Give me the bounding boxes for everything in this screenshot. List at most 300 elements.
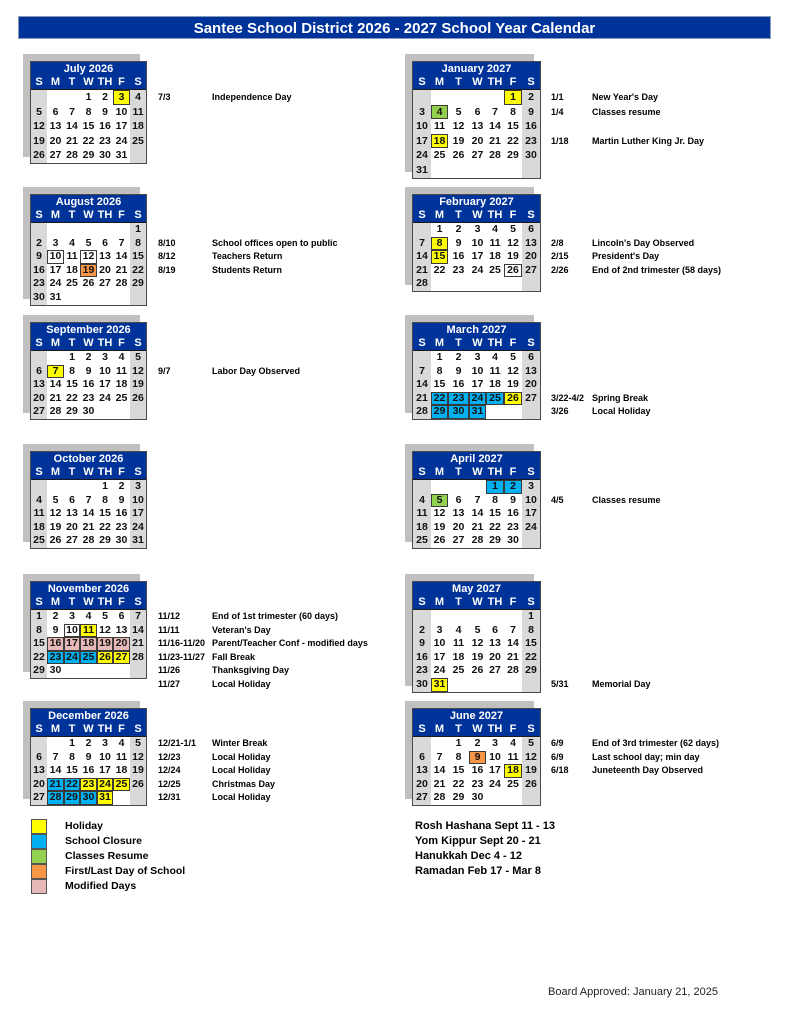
- empty-day-cell: [413, 223, 431, 237]
- day-cell: 23: [82, 391, 95, 404]
- empty-day-cell: [47, 223, 64, 237]
- day-cell: 20: [31, 392, 47, 406]
- day-of-week-header: M: [434, 76, 445, 88]
- event-label: New Year's Day: [592, 92, 659, 102]
- empty-day-cell: [469, 678, 486, 692]
- day-cell: 1: [69, 351, 75, 363]
- weeks-grid: [413, 351, 540, 419]
- event-date: 2/15: [551, 251, 569, 262]
- day-of-week-header: S: [527, 337, 535, 349]
- day-of-week-header: W: [83, 466, 94, 478]
- day-cell: 29: [66, 405, 78, 418]
- day-cell: 13: [49, 120, 62, 133]
- empty-day-cell: [504, 791, 522, 805]
- event-date: 8/19: [158, 264, 176, 275]
- month-grid: [30, 581, 147, 679]
- day-cell: 27: [413, 791, 431, 805]
- day-cell: 31: [413, 163, 431, 178]
- day-cell: 21: [413, 392, 431, 406]
- day-cell: 15: [452, 764, 465, 777]
- day-cell: 17: [115, 120, 128, 133]
- day-of-week-header: S: [35, 723, 43, 735]
- day-of-week-header: S: [35, 337, 43, 349]
- day-cell: 4: [455, 623, 462, 636]
- day-cell: 6: [31, 365, 47, 379]
- day-cell: 1: [69, 737, 75, 749]
- day-cell: 2: [118, 480, 125, 492]
- empty-day-cell: [64, 291, 80, 305]
- day-cell-boxed: 12: [80, 250, 97, 264]
- day-cell: 12: [452, 120, 465, 133]
- day-cell: 11: [115, 364, 128, 377]
- day-of-week-header: W: [83, 596, 94, 608]
- calendar-month: [30, 708, 276, 806]
- event-date: 6/18: [551, 765, 569, 776]
- day-cell: 10: [99, 750, 111, 763]
- empty-day-cell: [80, 223, 97, 237]
- day-of-week-header: S: [134, 723, 142, 735]
- day-cell: 9: [413, 637, 431, 651]
- day-cell: 15: [522, 637, 540, 651]
- day-of-week-header: S: [527, 466, 535, 478]
- day-cell: 4: [118, 351, 125, 363]
- day-cell: 27: [522, 264, 540, 278]
- month-title: April 2027: [413, 452, 540, 466]
- day-of-week-header: S: [35, 209, 43, 221]
- empty-day-cell: [80, 664, 97, 678]
- day-cell: 17: [99, 378, 111, 391]
- empty-day-cell: [448, 480, 469, 494]
- event-label: Last school day; min day: [592, 751, 700, 762]
- day-of-week-header: T: [455, 337, 462, 349]
- month-title: July 2026: [31, 62, 146, 76]
- day-cell: 3: [102, 737, 108, 749]
- day-cell: 13: [471, 120, 484, 133]
- weeks-grid: [413, 610, 540, 692]
- day-cell-closure: 21: [47, 778, 64, 792]
- day-cell: 23: [31, 277, 47, 291]
- day-cell: 15: [66, 378, 78, 391]
- empty-day-cell: [47, 351, 64, 365]
- event-date: 12/23: [158, 751, 181, 762]
- day-of-week-header: TH: [97, 337, 113, 349]
- day-cell: 28: [413, 277, 431, 291]
- day-cell: 5: [510, 223, 516, 235]
- day-cell: 28: [489, 149, 501, 162]
- day-cell: 15: [66, 764, 78, 777]
- day-cell-resume: 4: [431, 105, 448, 120]
- event-label: Local Holiday: [212, 765, 271, 776]
- event-date: 11/23-11/27: [158, 651, 206, 662]
- day-of-week-header: TH: [97, 76, 113, 88]
- day-cell: 26: [433, 534, 446, 547]
- day-cell: 25: [507, 777, 519, 790]
- empty-day-cell: [448, 610, 469, 624]
- day-cell-closure: 23: [47, 651, 64, 665]
- day-cell: 27: [452, 534, 465, 547]
- event-date: 6/9: [551, 738, 564, 748]
- day-cell: 22: [433, 263, 446, 276]
- day-cell: 2: [52, 610, 59, 622]
- page-title: Santee School District 2026 - 2027 School Year Calendar: [18, 16, 771, 39]
- event-label: End of 1st trimester (60 days): [212, 611, 339, 621]
- day-cell: 21: [66, 134, 78, 147]
- empty-day-cell: [113, 405, 130, 419]
- event-date: 9/7: [158, 365, 171, 376]
- day-cell: 11: [130, 105, 146, 120]
- day-cell: 14: [433, 764, 446, 777]
- day-of-week-header: S: [418, 723, 426, 735]
- day-cell: 3: [474, 351, 481, 363]
- day-of-week-header: S: [527, 723, 535, 735]
- day-cell: 25: [31, 534, 47, 548]
- weeks-grid: [413, 223, 540, 291]
- day-cell: 4: [118, 737, 125, 749]
- calendar-month: [412, 61, 705, 179]
- day-cell: 28: [433, 791, 446, 804]
- day-cell: 6: [413, 751, 431, 765]
- day-cell: 28: [471, 534, 484, 547]
- day-of-week-row: [31, 596, 146, 610]
- day-cell: 29: [507, 149, 519, 162]
- month-title: January 2027: [413, 62, 540, 76]
- day-cell: 21: [433, 777, 446, 790]
- weeks-grid: [31, 223, 146, 305]
- day-cell: 4: [85, 610, 92, 622]
- day-cell: 18: [489, 378, 501, 391]
- day-cell-holiday: 23: [80, 778, 97, 792]
- empty-day-cell: [80, 291, 97, 305]
- day-cell: 5: [522, 737, 540, 751]
- observance-item: Ramadan Feb 17 - Mar 8: [415, 865, 541, 877]
- empty-day-cell: [431, 480, 448, 494]
- empty-day-cell: [113, 291, 130, 305]
- observance-item: Rosh Hashana Sept 11 - 13: [415, 820, 555, 832]
- day-cell: 9: [118, 493, 125, 506]
- empty-day-cell: [64, 90, 80, 105]
- day-cell-holiday: 26: [504, 392, 522, 406]
- month-grid: [30, 708, 147, 806]
- day-cell-holiday: 25: [113, 778, 130, 792]
- day-cell-holiday: 18: [504, 764, 522, 778]
- day-of-week-header: TH: [97, 723, 113, 735]
- day-cell: 31: [115, 149, 128, 162]
- legend-label: Holiday: [65, 820, 103, 832]
- day-cell-holiday: 3: [113, 90, 130, 105]
- day-cell: 25: [130, 134, 146, 149]
- day-cell: 11: [433, 120, 446, 133]
- day-of-week-header: T: [68, 466, 76, 478]
- day-of-week-row: [31, 466, 146, 480]
- day-cell: 9: [85, 364, 92, 377]
- event-date: 12/24: [158, 765, 181, 776]
- day-cell: 5: [474, 623, 481, 636]
- day-cell-holiday: 26: [97, 651, 113, 665]
- day-cell: 4: [69, 236, 75, 249]
- day-cell: 16: [522, 119, 540, 134]
- event-label: Independence Day: [212, 92, 292, 102]
- day-cell-closure: 28: [47, 791, 64, 805]
- day-cell: 6: [31, 751, 47, 765]
- day-cell-closure: 25: [486, 392, 504, 406]
- day-cell: 1: [102, 480, 108, 492]
- day-cell: 6: [522, 223, 540, 237]
- day-cell-closure: 31: [469, 405, 486, 419]
- empty-day-cell: [504, 610, 522, 624]
- day-cell: 11: [489, 364, 501, 377]
- day-cell-modified: 20: [113, 637, 130, 651]
- day-cell-firstlast: 19: [80, 264, 97, 278]
- event-date: 11/26: [158, 665, 181, 676]
- empty-day-cell: [431, 610, 448, 624]
- empty-day-cell: [31, 737, 47, 751]
- day-cell-holiday: 31: [97, 791, 113, 805]
- day-cell: 26: [130, 778, 146, 792]
- day-of-week-header: S: [35, 76, 43, 88]
- day-cell: 26: [452, 149, 465, 162]
- day-cell: 17: [49, 263, 62, 276]
- day-cell: 29: [522, 664, 540, 678]
- day-cell: 1: [436, 351, 443, 363]
- day-cell: 14: [66, 120, 78, 133]
- day-cell: 20: [413, 778, 431, 792]
- event-date: 2/8: [551, 237, 564, 248]
- day-cell: 8: [85, 105, 92, 118]
- event-label: Classes resume: [592, 106, 661, 117]
- day-cell: 19: [130, 378, 146, 392]
- day-of-week-header: TH: [97, 596, 113, 608]
- empty-day-cell: [31, 480, 47, 494]
- day-cell: 4: [130, 90, 146, 105]
- day-cell: 10: [471, 236, 484, 249]
- day-cell: 5: [455, 105, 462, 118]
- day-cell: 28: [66, 149, 78, 162]
- day-of-week-header: S: [418, 466, 426, 478]
- day-cell: 17: [433, 650, 446, 663]
- day-of-week-header: S: [134, 76, 142, 88]
- day-cell: 27: [31, 405, 47, 419]
- day-cell: 13: [66, 507, 78, 520]
- day-of-week-header: F: [118, 76, 125, 88]
- day-cell: 11: [452, 637, 465, 650]
- day-cell: 13: [99, 250, 111, 263]
- day-cell: 7: [413, 365, 431, 379]
- day-cell: 12: [130, 365, 146, 379]
- empty-day-cell: [469, 610, 486, 624]
- day-cell: 27: [31, 791, 47, 805]
- day-cell-closure: 25: [80, 651, 97, 665]
- day-cell: 24: [489, 777, 501, 790]
- month-grid: [412, 708, 541, 806]
- empty-day-cell: [504, 277, 522, 291]
- day-cell: 7: [492, 105, 498, 118]
- day-cell: 16: [507, 507, 519, 520]
- day-cell: 2: [31, 237, 47, 251]
- day-cell: 26: [31, 148, 47, 163]
- day-cell: 13: [115, 623, 128, 636]
- weeks-grid: [413, 480, 540, 548]
- day-cell: 15: [130, 250, 146, 264]
- day-cell-closure: 22: [431, 392, 448, 406]
- day-of-week-header: F: [118, 209, 125, 221]
- day-of-week-header: T: [455, 209, 462, 221]
- day-cell: 19: [507, 378, 519, 391]
- day-cell: 3: [522, 480, 540, 494]
- day-of-week-row: [31, 209, 146, 223]
- day-cell: 16: [115, 507, 128, 520]
- day-cell: 18: [489, 250, 501, 263]
- day-cell-modified: 19: [97, 637, 113, 651]
- month-title: March 2027: [413, 323, 540, 337]
- day-cell: 18: [115, 764, 128, 777]
- day-cell: 19: [31, 134, 47, 149]
- day-cell: 15: [433, 378, 446, 391]
- day-cell: 16: [471, 764, 484, 777]
- day-cell: 20: [452, 520, 465, 533]
- day-cell: 23: [115, 520, 128, 533]
- day-cell: 25: [413, 534, 431, 548]
- day-cell: 10: [471, 364, 484, 377]
- day-of-week-header: S: [418, 209, 426, 221]
- day-cell: 4: [492, 223, 498, 235]
- day-cell: 23: [413, 664, 431, 678]
- day-cell: 23: [522, 134, 540, 149]
- day-cell-closure: 30: [80, 791, 97, 805]
- day-cell: 24: [49, 277, 62, 290]
- school-closure-swatch-icon: [31, 834, 47, 849]
- day-cell: 18: [31, 521, 47, 535]
- day-cell: 18: [452, 650, 465, 663]
- day-cell: 2: [455, 223, 462, 235]
- day-cell: 30: [115, 534, 128, 547]
- day-of-week-header: F: [118, 596, 125, 608]
- day-cell: 8: [492, 493, 498, 506]
- day-cell: 22: [82, 134, 95, 147]
- day-of-week-header: F: [509, 337, 517, 349]
- day-of-week-header: S: [527, 596, 535, 608]
- day-cell: 15: [82, 120, 95, 133]
- day-cell: 4: [31, 494, 47, 508]
- day-cell: 22: [66, 391, 78, 404]
- day-cell: 10: [413, 119, 431, 134]
- empty-day-cell: [469, 277, 486, 291]
- month-grid: [412, 322, 541, 420]
- day-cell-closure: 24: [469, 392, 486, 406]
- day-cell: 6: [492, 623, 498, 636]
- day-cell: 15: [489, 507, 501, 520]
- event-date: 7/3: [158, 92, 171, 102]
- day-cell: 22: [507, 134, 519, 147]
- calendar-month: [30, 322, 301, 420]
- day-of-week-header: T: [455, 723, 462, 735]
- day-of-week-header: M: [434, 596, 445, 608]
- calendar-month: [30, 61, 292, 164]
- day-of-week-header: W: [83, 723, 94, 735]
- day-cell: 8: [436, 364, 443, 377]
- weeks-grid: [413, 737, 540, 805]
- day-of-week-header: T: [455, 596, 462, 608]
- day-cell-resume: 5: [431, 494, 448, 508]
- event-date: 4/5: [551, 494, 564, 505]
- day-cell: 20: [49, 134, 62, 147]
- day-cell-closure: 30: [448, 405, 469, 419]
- day-cell: 12: [522, 751, 540, 765]
- day-cell-holiday: 7: [47, 365, 64, 379]
- day-of-week-header: M: [50, 466, 61, 478]
- day-cell: 27: [49, 149, 62, 162]
- day-of-week-header: F: [118, 723, 125, 735]
- empty-day-cell: [413, 351, 431, 365]
- day-cell: 15: [31, 637, 47, 651]
- day-cell: 14: [49, 378, 62, 391]
- event-date: 11/11: [158, 624, 180, 635]
- day-cell: 19: [433, 520, 446, 533]
- day-cell: 19: [130, 764, 146, 778]
- day-cell: 2: [85, 737, 92, 749]
- legend-label: Classes Resume: [65, 850, 149, 862]
- day-of-week-header: TH: [487, 466, 503, 478]
- day-cell: 9: [455, 236, 462, 249]
- day-cell: 5: [130, 351, 146, 365]
- day-of-week-header: S: [35, 596, 43, 608]
- day-cell: 7: [510, 623, 516, 636]
- event-date: 8/10: [158, 237, 176, 248]
- day-cell: 30: [471, 791, 484, 804]
- day-cell: 24: [130, 521, 146, 535]
- day-cell: 7: [52, 750, 59, 763]
- event-date: 3/22-4/2: [551, 392, 585, 403]
- event-label: School offices open to public: [212, 237, 338, 248]
- day-cell: 29: [489, 534, 501, 547]
- day-cell-closure: 29: [431, 405, 448, 419]
- day-cell: 30: [99, 149, 111, 162]
- day-cell: 8: [31, 624, 47, 638]
- day-cell: 17: [130, 507, 146, 521]
- day-cell: 8: [522, 624, 540, 638]
- empty-day-cell: [64, 480, 80, 494]
- empty-day-cell: [413, 610, 431, 624]
- day-cell: 7: [69, 105, 75, 118]
- day-of-week-header: S: [134, 337, 142, 349]
- empty-day-cell: [522, 163, 540, 178]
- day-cell: 9: [510, 493, 516, 506]
- event-label: Labor Day Observed: [212, 365, 301, 376]
- empty-day-cell: [448, 90, 469, 105]
- empty-day-cell: [486, 163, 504, 178]
- day-cell: 21: [489, 134, 501, 147]
- day-cell: 31: [49, 290, 62, 303]
- day-of-week-header: TH: [487, 337, 503, 349]
- day-cell-boxed: 10: [64, 624, 80, 638]
- day-of-week-header: S: [35, 466, 43, 478]
- day-cell: 31: [130, 534, 146, 548]
- event-label: Christmas Day: [212, 778, 276, 789]
- day-cell: 10: [99, 364, 111, 377]
- day-cell: 3: [69, 610, 75, 622]
- event-label: Teachers Return: [212, 251, 283, 262]
- day-cell: 12: [507, 236, 519, 249]
- day-cell: 5: [510, 351, 516, 363]
- event-date: 12/21-1/1: [158, 738, 197, 748]
- event-label: Winter Break: [212, 738, 268, 748]
- empty-day-cell: [431, 163, 448, 178]
- month-title: June 2027: [413, 709, 540, 723]
- day-of-week-header: S: [134, 209, 142, 221]
- empty-day-cell: [522, 791, 540, 805]
- day-of-week-header: S: [527, 76, 535, 88]
- day-cell: 18: [66, 263, 78, 276]
- day-of-week-header: M: [434, 337, 445, 349]
